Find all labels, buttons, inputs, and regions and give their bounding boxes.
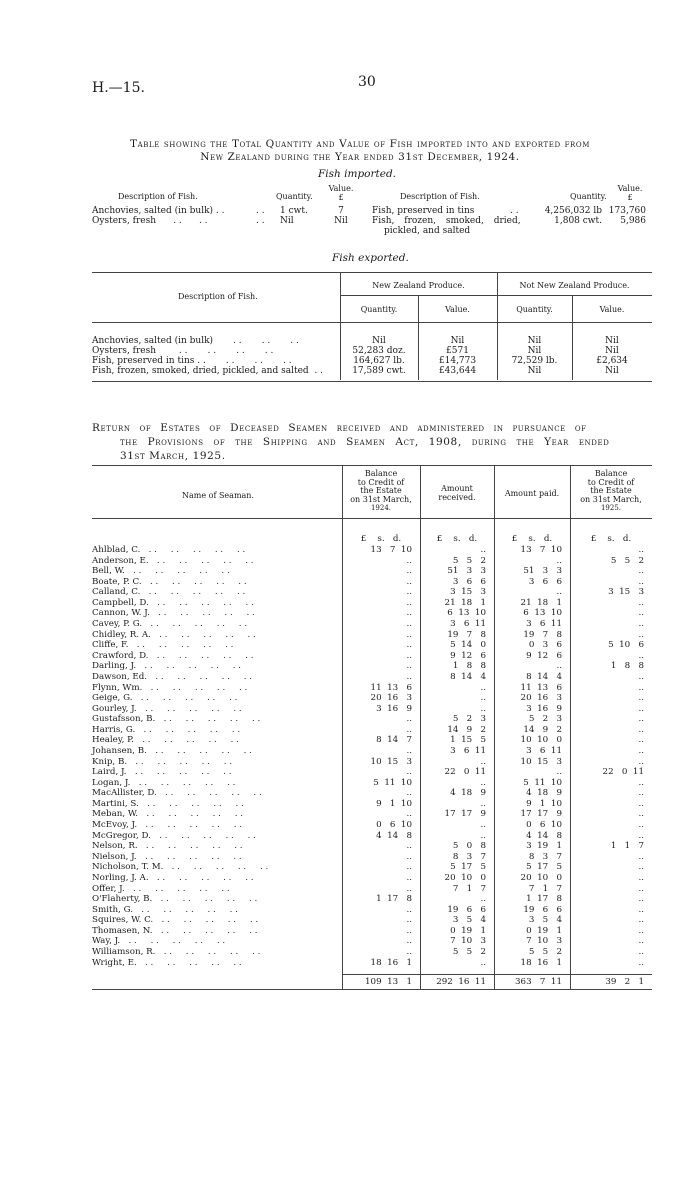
paid-cell: 4 14 8 bbox=[523, 830, 562, 841]
exported-header-value: Value. bbox=[599, 305, 625, 314]
exported-header-value: Value. bbox=[445, 305, 470, 314]
imported-right-description: Fish, preserved in tins bbox=[372, 206, 475, 216]
paid-cell: 3 5 4 bbox=[526, 915, 562, 926]
seaman-name: Boate, P. C. . . . . . . . . . . bbox=[92, 576, 247, 587]
received-cell: 5 17 5 bbox=[447, 862, 486, 873]
lsd-label: £ s. d. bbox=[360, 534, 402, 544]
paid-cell: 20 10 0 bbox=[520, 872, 562, 883]
balance-1925-cell: .. bbox=[638, 566, 644, 577]
exported-nz-quantity: Nil bbox=[372, 336, 386, 346]
balance-1925-cell: .. bbox=[638, 629, 644, 640]
paid-cell: 17 17 9 bbox=[520, 809, 562, 820]
received-cell: 14 9 2 bbox=[447, 724, 486, 735]
paid-cell: 18 16 1 bbox=[520, 957, 562, 968]
balance-1924-cell: .. bbox=[406, 576, 412, 587]
paid-cell: 21 18 1 bbox=[520, 597, 562, 608]
balance-1924-cell: 3 16 9 bbox=[373, 703, 412, 714]
balance-1924-cell: 1 17 8 bbox=[373, 894, 412, 905]
balance-1925-cell: 5 10 6 bbox=[605, 640, 644, 651]
seamen-title-line2: the Provisions of the Shipping and Seamen Act, 1908, during the Year ended bbox=[120, 436, 610, 448]
exported-header-quantity: Quantity. bbox=[360, 305, 398, 314]
exported-other-quantity: Nil bbox=[527, 366, 542, 376]
lsd-label: £ s. d. bbox=[436, 534, 478, 544]
balance-1924-cell: .. bbox=[406, 619, 412, 630]
imported-left-description: Oysters, fresh . . . . bbox=[92, 216, 208, 226]
seaman-name: Cavey, P. G. . . . . . . . . . . bbox=[92, 619, 248, 630]
paid-cell: 20 16 3 bbox=[520, 693, 562, 704]
paid-cell: 3 16 9 bbox=[523, 703, 562, 714]
exported-description: Anchovies, salted (in bulk) . . . . . . bbox=[92, 336, 299, 346]
paid-cell: 7 10 3 bbox=[523, 936, 562, 947]
imported-right-dots: . . bbox=[510, 206, 519, 216]
seaman-name: Crawford, D. . . . . . . . . . . bbox=[92, 650, 254, 661]
seaman-name: Norling, J. A. . . . . . . . . . . bbox=[92, 872, 254, 883]
received-cell: .. bbox=[480, 756, 486, 767]
balance-1924-cell: .. bbox=[406, 650, 412, 661]
imported-left-quantity: 1 cwt. bbox=[280, 206, 308, 216]
paid-cell: .. bbox=[556, 661, 562, 672]
balance-1925-cell: .. bbox=[638, 936, 644, 947]
balance-1924-cell: .. bbox=[406, 555, 412, 566]
paid-cell: 13 7 10 bbox=[520, 545, 562, 555]
seaman-name: Meban, W. . . . . . . . . . . bbox=[92, 809, 244, 820]
lsd-label: £ s. d. bbox=[590, 534, 632, 544]
seamen-header-paid: Amount paid. bbox=[504, 489, 560, 498]
received-cell: .. bbox=[480, 682, 486, 693]
received-cell: 3 15 3 bbox=[447, 587, 486, 598]
seaman-name: Johansen, B. . . . . . . . . . . bbox=[92, 745, 252, 756]
seaman-name: Calland, C. . . . . . . . . . . bbox=[92, 587, 246, 598]
exported-description: Oysters, fresh . . . . . . . . bbox=[92, 346, 274, 356]
balance-1924-cell: 10 15 3 bbox=[370, 756, 412, 767]
paid-cell: 4 18 9 bbox=[523, 788, 562, 799]
imported-right-value: 173,760 bbox=[608, 206, 646, 216]
exported-other-value: Nil bbox=[605, 366, 619, 376]
seaman-name: Harris, G. . . . . . . . . . . bbox=[92, 724, 241, 735]
seaman-name: Smith, G. . . . . . . . . . . bbox=[92, 904, 238, 915]
balance-1925-cell: .. bbox=[638, 650, 644, 661]
imported-right-quantity: 4,256,032 lb bbox=[544, 206, 602, 216]
paid-cell: 5 17 5 bbox=[523, 862, 562, 873]
seaman-name: Geige, G. . . . . . . . . . . bbox=[92, 693, 238, 704]
fish-table-title-line1: Table showing the Total Quantity and Value of Fish imported into and exported from bbox=[129, 138, 591, 150]
balance-1925-cell: .. bbox=[638, 703, 644, 714]
seaman-name: Flynn, Wm. . . . . . . . . . . bbox=[92, 682, 248, 693]
paid-cell: 5 5 2 bbox=[526, 946, 562, 957]
balance-1925-cell: 1 8 8 bbox=[608, 661, 644, 672]
paid-column bbox=[494, 545, 562, 968]
balance-1925-cell: .. bbox=[638, 883, 644, 894]
seamen-title-line1: Return of Estates of Deceased Seamen received and administered in pursuance of bbox=[92, 422, 587, 434]
balance-1924-column bbox=[342, 545, 412, 968]
seaman-name: Williamson, R. . . . . . . . . . . bbox=[92, 946, 261, 957]
seaman-name: Darling, J. . . . . . . . . . . bbox=[92, 661, 242, 672]
received-cell: 19 6 6 bbox=[447, 904, 486, 915]
balance-1924-cell: .. bbox=[406, 788, 412, 799]
seaman-name: Dawson, Ed. . . . . . . . . . . bbox=[92, 671, 252, 682]
received-cell: 7 1 7 bbox=[450, 883, 486, 894]
exported-other-value: Nil bbox=[605, 346, 619, 356]
balance-1925-cell: .. bbox=[638, 597, 644, 608]
seaman-name: Laird, J. . . . . . . . . . . bbox=[92, 767, 232, 778]
paid-cell: 9 1 10 bbox=[523, 798, 562, 809]
balance-1924-cell: .. bbox=[406, 597, 412, 608]
balance-1925-column bbox=[570, 545, 644, 968]
received-cell: 22 0 11 bbox=[444, 767, 486, 778]
seaman-name: Cannon, W. J. . . . . . . . . . . bbox=[92, 608, 255, 619]
received-cell: .. bbox=[480, 957, 486, 968]
balance-1925-cell: .. bbox=[638, 608, 644, 619]
balance-1924-cell: 20 16 3 bbox=[370, 693, 412, 704]
balance-1925-cell: .. bbox=[638, 830, 644, 841]
balance-1924-cell: .. bbox=[406, 809, 412, 820]
balance-1925-cell: .. bbox=[638, 619, 644, 630]
seaman-name: McGregor, D. . . . . . . . . . . bbox=[92, 830, 256, 841]
paid-cell: 51 3 3 bbox=[523, 566, 562, 577]
received-cell: 5 2 3 bbox=[450, 714, 486, 725]
exported-header-nz-produce: New Zealand Produce. bbox=[372, 281, 465, 290]
balance-1925-cell: .. bbox=[638, 745, 644, 756]
paid-cell: 3 19 1 bbox=[523, 841, 562, 852]
balance-1925-cell: .. bbox=[638, 904, 644, 915]
seaman-name: Nielson, J. . . . . . . . . . . bbox=[92, 851, 242, 862]
paid-cell: 19 7 8 bbox=[523, 629, 562, 640]
paid-cell: 10 15 3 bbox=[520, 756, 562, 767]
balance-1924-cell: .. bbox=[406, 872, 412, 883]
balance-1924-cell: 11 13 6 bbox=[370, 682, 412, 693]
received-cell: 17 17 9 bbox=[444, 809, 486, 820]
seaman-name: Campbell, D. . . . . . . . . . . bbox=[92, 597, 254, 608]
received-cell: .. bbox=[480, 894, 486, 905]
balance-1925-cell: 3 15 3 bbox=[605, 587, 644, 598]
balance-1924-cell: 9 1 10 bbox=[373, 798, 412, 809]
paid-cell: 5 2 3 bbox=[526, 714, 562, 725]
seaman-name: Martini, S. . . . . . . . . . . bbox=[92, 798, 244, 809]
seaman-name: Gustafsson, B. . . . . . . . . . . bbox=[92, 714, 261, 725]
received-cell: .. bbox=[480, 777, 486, 788]
balance-1924-cell: .. bbox=[406, 629, 412, 640]
seaman-name: Wright, E. . . . . . . . . . . bbox=[92, 957, 242, 968]
paid-cell: .. bbox=[556, 767, 562, 778]
received-cell: 3 5 4 bbox=[450, 915, 486, 926]
balance-1924-cell: 5 11 10 bbox=[370, 777, 412, 788]
imported-left-description: Anchovies, salted (in bulk) . . bbox=[92, 206, 225, 216]
seaman-name: Gourley, J. . . . . . . . . . . bbox=[92, 703, 242, 714]
imported-header-pound-2: £ bbox=[627, 193, 633, 202]
balance-1924-cell: 18 16 1 bbox=[370, 957, 412, 968]
seaman-name: Offer, J. . . . . . . . . . . bbox=[92, 883, 230, 894]
received-cell: 5 5 2 bbox=[450, 946, 486, 957]
exported-nz-quantity: 164,627 lb. bbox=[353, 356, 405, 366]
balance-1925-cell: .. bbox=[638, 682, 644, 693]
received-cell: 3 6 11 bbox=[447, 619, 486, 630]
balance-1924-cell: .. bbox=[406, 608, 412, 619]
seaman-name: Logan, J. . . . . . . . . . . bbox=[92, 777, 236, 788]
balance-1924-cell: .. bbox=[406, 714, 412, 725]
balance-1924-cell: 8 14 7 bbox=[373, 735, 412, 746]
page-number: 30 bbox=[358, 74, 376, 90]
received-cell: 7 10 3 bbox=[447, 936, 486, 947]
balance-1924-cell: .. bbox=[406, 862, 412, 873]
balance-1925-cell: .. bbox=[638, 714, 644, 725]
balance-1924-cell: .. bbox=[406, 936, 412, 947]
balance-1924-cell: .. bbox=[406, 767, 412, 778]
received-cell: 5 14 0 bbox=[447, 640, 486, 651]
balance-1924-cell: .. bbox=[406, 841, 412, 852]
paid-cell: 0 19 1 bbox=[523, 925, 562, 936]
paid-cell: 11 13 6 bbox=[520, 682, 562, 693]
received-cell: 5 0 8 bbox=[450, 841, 486, 852]
exported-header-quantity: Quantity. bbox=[516, 305, 553, 314]
balance-1925-cell: .. bbox=[638, 671, 644, 682]
total-received: 292 16 11 bbox=[436, 977, 486, 987]
balance-1925-cell: .. bbox=[638, 545, 644, 555]
imported-header-description: Description of Fish. bbox=[118, 192, 198, 201]
fish-table-title-line2: New Zealand during the Year ended 31st December, 1924. bbox=[200, 151, 520, 163]
received-cell: 4 18 9 bbox=[447, 788, 486, 799]
paid-cell: 6 13 10 bbox=[520, 608, 562, 619]
seaman-name: Nelson, R. . . . . . . . . . . bbox=[92, 841, 243, 852]
received-cell: .. bbox=[480, 820, 486, 831]
balance-1925-cell: .. bbox=[638, 798, 644, 809]
exported-nz-quantity: 52,283 doz. bbox=[352, 346, 406, 356]
balance-1925-cell: 1 1 7 bbox=[608, 841, 644, 852]
balance-1924-cell: .. bbox=[406, 724, 412, 735]
balance-1925-cell: .. bbox=[638, 724, 644, 735]
document-code: H.—15. bbox=[92, 80, 145, 96]
seamen-title-line3: 31st March, 1925. bbox=[120, 450, 226, 462]
balance-1924-cell: .. bbox=[406, 587, 412, 598]
received-cell: .. bbox=[480, 703, 486, 714]
imported-right-description: Fish, frozen, smoked, dried, bbox=[372, 216, 521, 226]
balance-1925-cell: .. bbox=[638, 872, 644, 883]
paid-cell: 3 6 6 bbox=[526, 576, 562, 587]
exported-nz-value: £14,773 bbox=[438, 356, 477, 366]
balance-1925-cell: .. bbox=[638, 915, 644, 926]
received-cell: 6 13 10 bbox=[444, 608, 486, 619]
imported-header-pound: £ bbox=[338, 193, 344, 202]
imported-left-value: 7 bbox=[338, 206, 344, 216]
balance-1924-cell: .. bbox=[406, 640, 412, 651]
balance-1924-cell: .. bbox=[406, 925, 412, 936]
paid-cell: 5 11 10 bbox=[520, 777, 562, 788]
seamen-header-balance-1924: Balance to Credit of the Estate on 31st March, 1924. bbox=[350, 469, 412, 513]
paid-cell: 19 6 6 bbox=[523, 904, 562, 915]
imported-right-description: pickled, and salted bbox=[384, 226, 471, 236]
exported-description: Fish, preserved in tins . . . . . . . . bbox=[92, 356, 292, 366]
paid-cell: 0 3 6 bbox=[526, 640, 562, 651]
balance-1925-cell: .. bbox=[638, 862, 644, 873]
paid-cell: .. bbox=[556, 555, 562, 566]
received-cell: .. bbox=[480, 693, 486, 704]
seaman-name: Cliffe, F. . . . . . . . . . . bbox=[92, 640, 234, 651]
exported-other-value: Nil bbox=[605, 336, 619, 346]
seaman-name: McEvoy, J. . . . . . . . . . . bbox=[92, 820, 243, 831]
received-cell: 0 19 1 bbox=[447, 925, 486, 936]
seamen-names-column bbox=[92, 545, 340, 968]
received-cell: 5 5 2 bbox=[450, 555, 486, 566]
imported-left-quantity: Nil bbox=[280, 216, 294, 226]
seaman-name: Nicholson, T. M. . . . . . . . . . . bbox=[92, 862, 269, 873]
total-balance-1924: 109 13 1 bbox=[365, 977, 412, 987]
exported-nz-quantity: 17,589 cwt. bbox=[352, 366, 406, 376]
balance-1925-cell: .. bbox=[638, 957, 644, 968]
imported-header-value-2: Value. bbox=[617, 184, 643, 193]
seaman-name: MacAllister, D. . . . . . . . . . . bbox=[92, 788, 262, 799]
received-cell: 3 6 6 bbox=[450, 576, 486, 587]
paid-cell: .. bbox=[556, 587, 562, 598]
total-paid: 363 7 11 bbox=[515, 977, 562, 987]
seaman-name: O'Flaherty, B. . . . . . . . . . . bbox=[92, 894, 258, 905]
exported-other-quantity: Nil bbox=[527, 336, 542, 346]
seaman-name: Bell, W. . . . . . . . . . . bbox=[92, 566, 230, 577]
seaman-name: Ahlblad, C. . . . . . . . . . . bbox=[92, 545, 246, 555]
balance-1924-cell: .. bbox=[406, 566, 412, 577]
balance-1925-cell: .. bbox=[638, 777, 644, 788]
received-cell: 3 6 11 bbox=[447, 745, 486, 756]
balance-1925-cell: .. bbox=[638, 693, 644, 704]
seamen-header-balance-1925: Balance to Credit of the Estate on 31st March, 1925. bbox=[580, 469, 642, 513]
imported-left-dots: . . bbox=[256, 206, 265, 216]
paid-cell: 3 6 11 bbox=[523, 619, 562, 630]
received-cell: 20 10 0 bbox=[444, 872, 486, 883]
balance-1924-cell: 0 6 10 bbox=[373, 820, 412, 831]
paid-cell: 10 10 0 bbox=[520, 735, 562, 746]
seaman-name: Knip, B. . . . . . . . . . . bbox=[92, 756, 233, 767]
received-cell: .. bbox=[480, 798, 486, 809]
received-column bbox=[420, 545, 486, 968]
seaman-name: Squires, W. C. . . . . . . . . . . bbox=[92, 915, 259, 926]
balance-1925-cell: .. bbox=[638, 946, 644, 957]
total-balance-1925: 39 2 1 bbox=[605, 977, 644, 987]
imported-header-value: Value. bbox=[328, 184, 354, 193]
balance-1925-cell: .. bbox=[638, 788, 644, 799]
balance-1924-cell: .. bbox=[406, 946, 412, 957]
balance-1924-cell: .. bbox=[406, 915, 412, 926]
lsd-label: £ s. d. bbox=[511, 534, 553, 544]
imported-left-value: Nil bbox=[334, 216, 348, 226]
paid-cell: 7 1 7 bbox=[526, 883, 562, 894]
paid-cell: 1 17 8 bbox=[523, 894, 562, 905]
paid-cell: 3 6 11 bbox=[523, 745, 562, 756]
imported-right-quantity: 1,808 cwt. bbox=[554, 216, 602, 226]
imported-header-description-2: Description of Fish. bbox=[400, 192, 480, 201]
exported-header-description: Description of Fish. bbox=[178, 292, 258, 301]
seaman-name: Way, J. . . . . . . . . . . bbox=[92, 936, 226, 947]
balance-1925-cell: .. bbox=[638, 809, 644, 820]
received-cell: 8 14 4 bbox=[447, 671, 486, 682]
received-cell: 8 3 7 bbox=[450, 851, 486, 862]
received-cell: 9 12 6 bbox=[447, 650, 486, 661]
paid-cell: 8 3 7 bbox=[526, 851, 562, 862]
received-cell: .. bbox=[480, 830, 486, 841]
received-cell: 51 3 3 bbox=[447, 566, 486, 577]
balance-1924-cell: 4 14 8 bbox=[373, 830, 412, 841]
exported-other-quantity: 72,529 lb. bbox=[511, 356, 558, 366]
exported-other-quantity: Nil bbox=[527, 346, 542, 356]
balance-1925-cell: .. bbox=[638, 894, 644, 905]
received-cell: .. bbox=[480, 545, 486, 555]
balance-1924-cell: .. bbox=[406, 904, 412, 915]
balance-1924-cell: .. bbox=[406, 671, 412, 682]
seaman-name: Thomasen, N. . . . . . . . . . . bbox=[92, 925, 258, 936]
received-cell: 1 15 5 bbox=[447, 735, 486, 746]
exported-description: Fish, frozen, smoked, dried, pickled, and salted . . bbox=[92, 366, 323, 376]
received-cell: 19 7 8 bbox=[447, 629, 486, 640]
fish-exported-heading: Fish exported. bbox=[332, 252, 409, 264]
paid-cell: 8 14 4 bbox=[523, 671, 562, 682]
fish-imported-heading: Fish imported. bbox=[318, 168, 397, 180]
balance-1924-cell: .. bbox=[406, 883, 412, 894]
imported-header-quantity-2: Quantity. bbox=[570, 192, 607, 201]
paid-cell: 9 12 6 bbox=[523, 650, 562, 661]
seaman-name: Anderson, E. . . . . . . . . . . bbox=[92, 555, 254, 566]
exported-nz-value: £571 bbox=[446, 346, 469, 356]
imported-header-quantity: Quantity. bbox=[276, 192, 313, 201]
balance-1925-cell: .. bbox=[638, 851, 644, 862]
balance-1925-cell: .. bbox=[638, 925, 644, 936]
seamen-header-received: Amount received. bbox=[438, 484, 476, 502]
received-cell: 1 8 8 bbox=[450, 661, 486, 672]
balance-1925-cell: .. bbox=[638, 576, 644, 587]
imported-right-value: 5,986 bbox=[620, 216, 646, 226]
paid-cell: 0 6 10 bbox=[523, 820, 562, 831]
seaman-name: Healey, P. . . . . . . . . . . bbox=[92, 735, 239, 746]
balance-1924-cell: .. bbox=[406, 661, 412, 672]
balance-1925-cell: 5 5 2 bbox=[608, 555, 644, 566]
exported-nz-value: £43,644 bbox=[438, 366, 477, 376]
paid-cell: 14 9 2 bbox=[523, 724, 562, 735]
balance-1925-cell: .. bbox=[638, 735, 644, 746]
balance-1924-cell: .. bbox=[406, 745, 412, 756]
balance-1924-cell: 13 7 10 bbox=[370, 545, 412, 555]
balance-1925-cell: .. bbox=[638, 756, 644, 767]
balance-1925-cell: .. bbox=[638, 820, 644, 831]
received-cell: 21 18 1 bbox=[444, 597, 486, 608]
exported-nz-value: Nil bbox=[450, 336, 465, 346]
balance-1925-cell: 22 0 11 bbox=[602, 767, 644, 778]
seamen-header-name: Name of Seaman. bbox=[182, 491, 254, 500]
seaman-name: Chidley, R. A. . . . . . . . . . . bbox=[92, 629, 256, 640]
exported-other-value: £2,634 bbox=[596, 356, 628, 366]
balance-1924-cell: .. bbox=[406, 851, 412, 862]
imported-left-dots: . . bbox=[256, 216, 265, 226]
exported-header-not-nz-produce: Not New Zealand Produce. bbox=[519, 281, 630, 290]
